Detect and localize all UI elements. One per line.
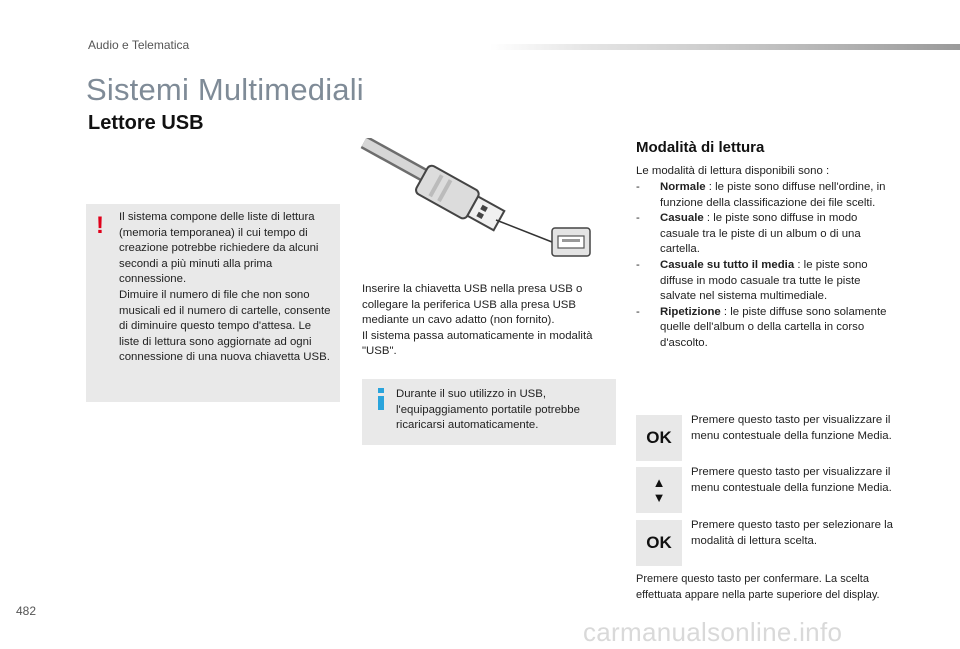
modes-list	[636, 180, 898, 352]
page-title: Sistemi Multimediali	[86, 72, 364, 107]
list-dash: -	[636, 181, 640, 193]
usb-plug-illustration	[360, 138, 620, 278]
watermark: carmanualsonline.info	[583, 617, 843, 647]
list-dash: -	[636, 258, 640, 271]
mode-desc: : le piste sono diffuse in modo casuale tra tutte le piste salvate nel sistema multimediale.	[660, 258, 868, 303]
mode-desc: : le piste sono diffuse in modo casuale tra le piste di un album o di una cartella.	[660, 212, 861, 256]
arrow-up-icon: ▲	[652, 475, 666, 490]
mode-desc: : le piste diffuse sono solamente quelle dell'album o della cartella in corso d'ascolto.	[660, 305, 887, 349]
ok-button-label-2: OK	[646, 533, 672, 552]
usb-instructions	[362, 282, 614, 360]
mode-item-ripetizione	[636, 305, 898, 352]
ok-button-tile	[636, 415, 682, 461]
header-bar	[490, 44, 960, 50]
arrow-down-icon: ▼	[652, 490, 666, 505]
mode-item-normale	[636, 180, 898, 211]
confirm-text: Premere questo tasto per confermare. La scelta effettuata appare nella parte superiore del display.	[636, 573, 880, 601]
list-dash: -	[636, 305, 640, 318]
warning-paragraph-2: Dimuire il numero di file che non sono musicali ed il numero di cartelle, consente di diminuire questo tempo d'attesa. Le liste di lettura sono aggiornate ad ogni connessione di una nuova chiavetta USB.	[119, 288, 331, 364]
warning-text	[119, 210, 331, 366]
ok-button-tile-2	[636, 520, 682, 566]
modes-intro: Le modalità di lettura disponibili sono :	[636, 165, 830, 177]
ok-button-2-description: Premere questo tasto per selezionare la modalità di lettura scelta.	[691, 519, 893, 547]
mode-name: Casuale	[660, 212, 704, 225]
list-dash: -	[636, 212, 640, 225]
mode-name: Casuale su tutto il media	[660, 258, 795, 271]
ok-button-description: Premere questo tasto per visualizzare il menu contestuale della funzione Media.	[691, 414, 892, 442]
page-number: 482	[16, 604, 37, 618]
mode-name: Normale	[660, 181, 706, 193]
mode-item-casuale-tutto	[636, 258, 898, 305]
arrow-buttons-description: Premere questo tasto per visualizzare il menu contestuale della funzione Media.	[691, 466, 892, 494]
ok-button-label: OK	[646, 428, 672, 447]
usb-instructions-line-2: Il sistema passa automaticamente in modalità "USB".	[362, 329, 593, 358]
section-label: Audio e Telematica	[88, 38, 190, 52]
section-heading: Lettore USB	[88, 112, 204, 134]
warning-icon: !	[96, 212, 104, 239]
mode-name: Ripetizione	[660, 305, 721, 318]
usb-instructions-line-1: Inserire la chiavetta USB nella presa USB o collegare la periferica USB alla presa USB mediante un cavo adatto (non fornito).	[362, 283, 583, 327]
mode-desc: : le piste sono diffuse nell'ordine, in funzione della classificazione dei file scelti.	[660, 181, 886, 209]
info-icon	[375, 387, 387, 411]
info-text: Durante il suo utilizzo in USB, l'equipaggiamento portatile potrebbe ricaricarsi automaticamente.	[396, 388, 580, 432]
mode-item-casuale	[636, 211, 898, 258]
modes-heading: Modalità di lettura	[636, 139, 765, 156]
arrow-buttons-tile	[636, 467, 682, 513]
warning-paragraph-1: Il sistema compone delle liste di lettura (memoria temporanea) il cui tempo di creazione potrebbe richiedere da alcuni secondi a più minuti alla prima connessione.	[119, 211, 319, 286]
